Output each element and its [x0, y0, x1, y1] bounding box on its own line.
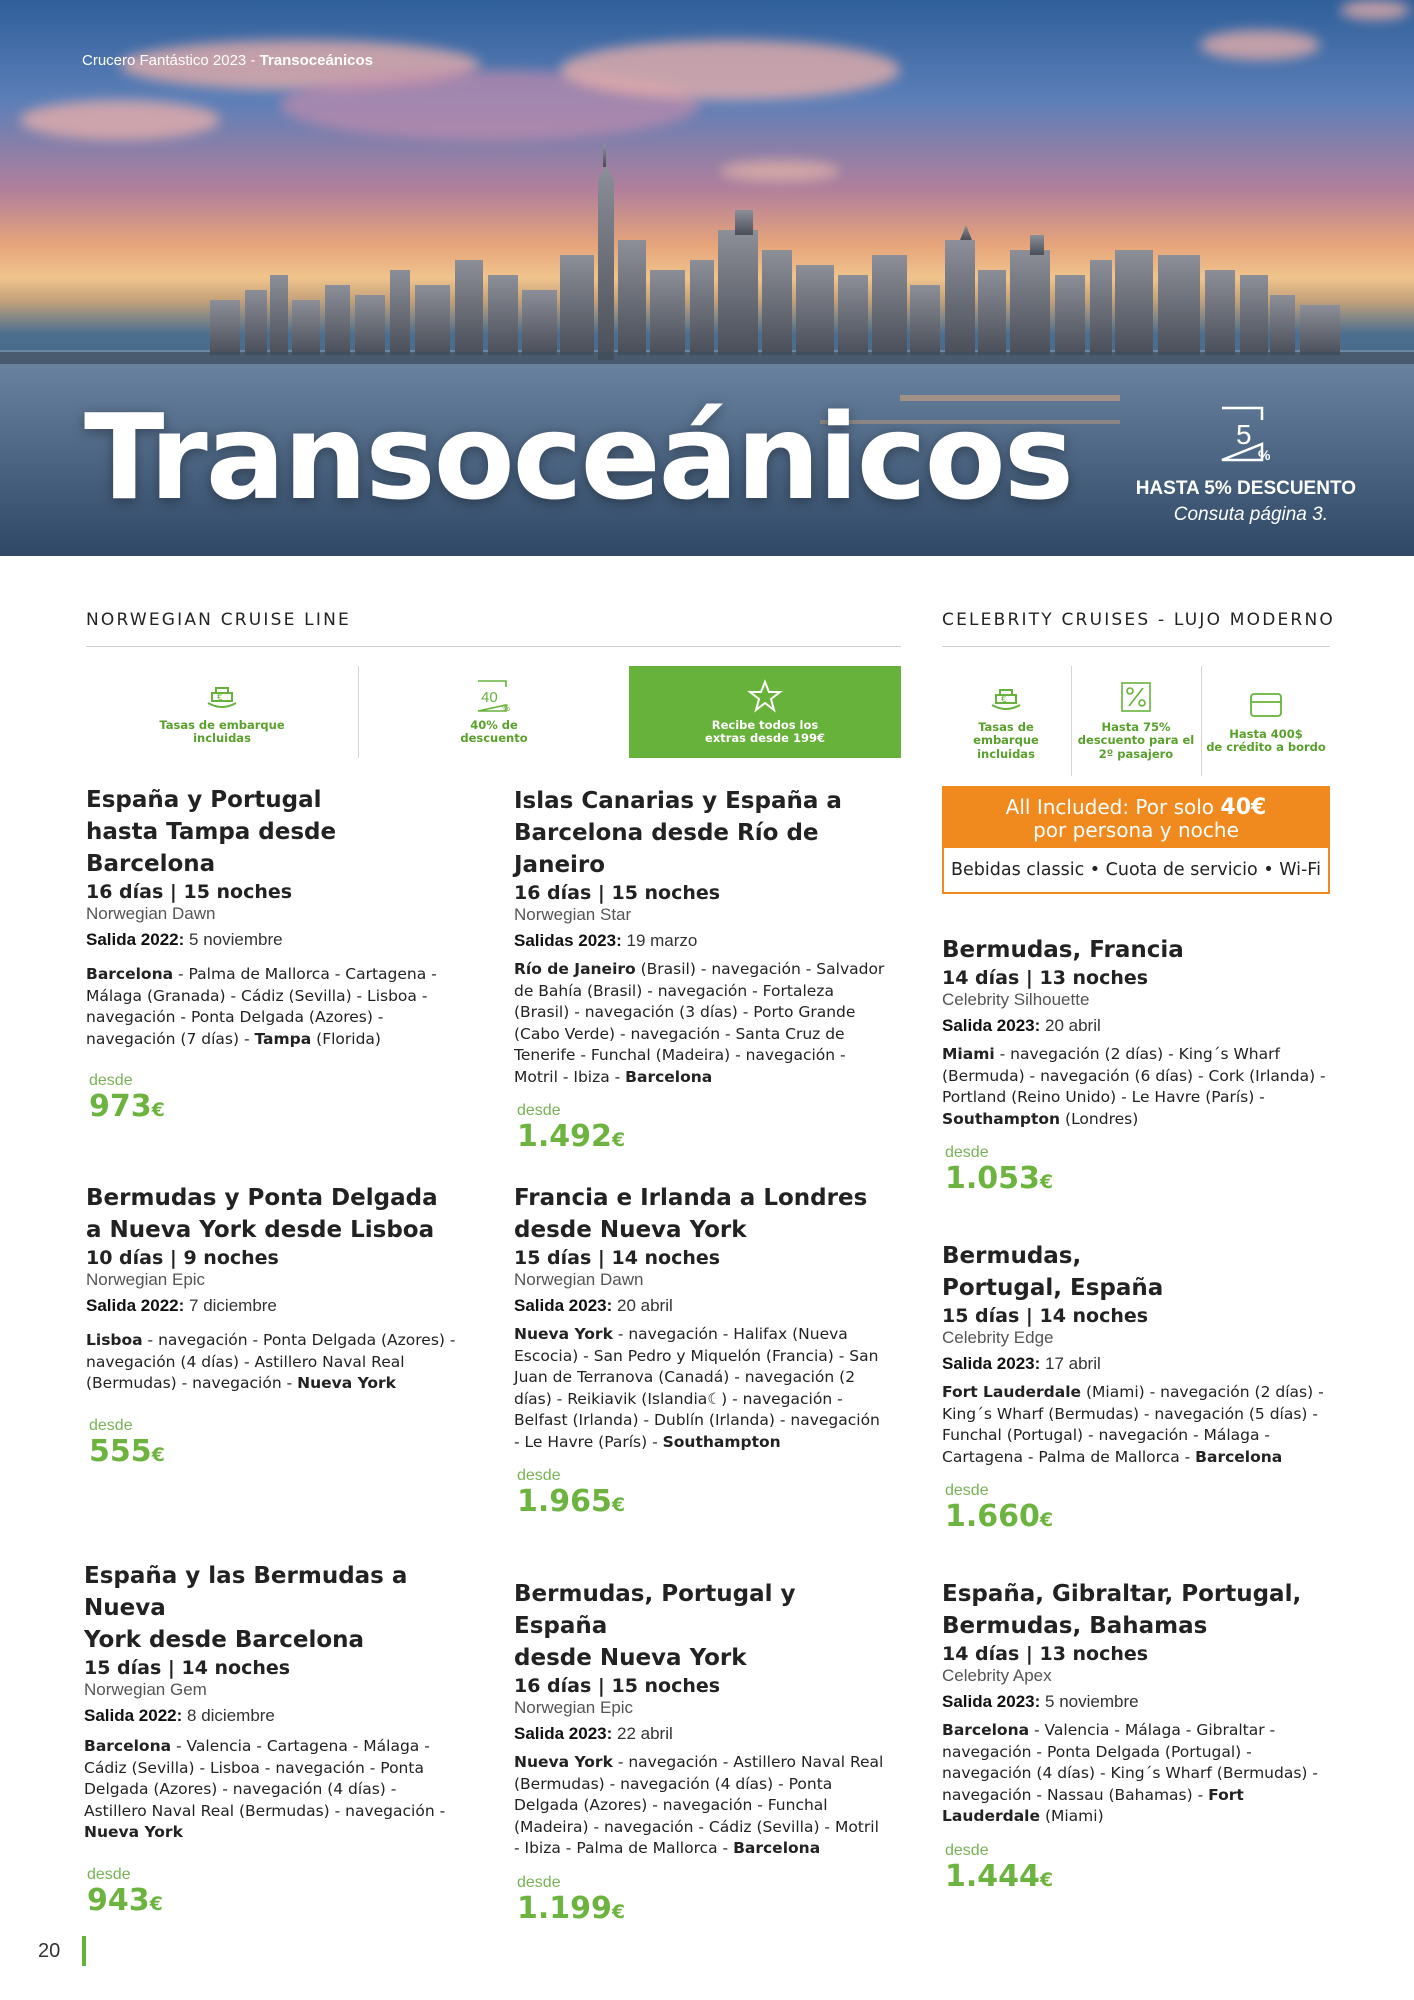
- page-number-bar: [82, 1936, 86, 1966]
- cruise-route: Río de Janeiro (Brasil) - navegación - Salvador de Bahía (Brasil) - navegación - Fortaleza (Brasil) - navegación (3 días) - Porto Grande (Cabo Verde) - navegación - Santa Cruz de Tenerife - Funchal (Madeira) - navegación - Motril - Ibiza - Barcelona: [514, 960, 885, 1086]
- discount-icon-unit: %: [1258, 447, 1271, 463]
- breadcrumb: [82, 52, 373, 69]
- cruise-ship: Norwegian Epic: [514, 1698, 634, 1717]
- price-from-label: desde: [89, 1072, 133, 1089]
- cruise-card[interactable]: [942, 1578, 1332, 1897]
- cruise-ship: Norwegian Epic: [86, 1270, 206, 1289]
- section-heading-ncl: NORWEGIAN CRUISE LINE: [86, 610, 351, 630]
- benefit-label: Recibe todos los extras desde 199€: [705, 717, 825, 745]
- cruise-route: Lisboa - navegación - Ponta Delgada (Azores) - navegación (4 días) - Astillero Naval Real (Bermudas) - navegación - Nueva York: [86, 1331, 456, 1392]
- hero-banner: [0, 0, 1414, 556]
- cruise-ship: Celebrity Silhouette: [942, 990, 1090, 1009]
- cruise-departure: Salida 2023: 20 abril: [942, 1016, 1101, 1035]
- cruise-route: Fort Lauderdale (Miami) - navegación (2 días) - King´s Wharf (Bermudas) - navegación (5 días) - Funchal (Portugal) - navegación - Málaga - Cartagena - Palma de Mallorca - Barcelona: [942, 1383, 1324, 1466]
- cruise-title: Francia e Irlanda a Londres desde Nueva York: [514, 1185, 868, 1243]
- cruise-card[interactable]: [86, 784, 458, 1127]
- breadcrumb-prefix: Crucero Fantástico 2023 -: [82, 52, 260, 69]
- cruise-route: Nueva York - navegación - Halifax (Nueva Escocia) - San Pedro y Miquelón (Francia) - San Juan de Terranova (Canadá) - navegación (2 días) - Reikiavik (Islandia☾) - navegación - Belfast (Irlanda) - Dublín (Irlanda) - navegación - Le Havre (París) - Southampton: [514, 1325, 880, 1451]
- discount-percent-icon: [1218, 404, 1272, 464]
- cruise-route: Barcelona - Palma de Mallorca - Cartagena - Málaga (Granada) - Cádiz (Sevilla) - Lisboa - navegación - Ponta Delgada (Azores) - navegación (7 días) - Tampa (Florida): [86, 965, 437, 1048]
- svg-text:€: €: [217, 692, 223, 703]
- cruise-price: 1.492€: [517, 1119, 626, 1154]
- cruise-ship: Norwegian Gem: [84, 1680, 207, 1699]
- cruise-departure: Salida 2022: 5 noviembre: [86, 930, 283, 949]
- cruise-departure: Salida 2023: 22 abril: [514, 1724, 673, 1743]
- cruise-departure: Salida 2022: 8 diciembre: [84, 1706, 275, 1725]
- cruise-departure: Salidas 2023: 19 marzo: [514, 931, 698, 950]
- cruise-card[interactable]: [514, 785, 886, 1157]
- cruise-price: 1.199€: [517, 1890, 626, 1926]
- cruise-title: España y las Bermudas a Nueva York desde Barcelona: [84, 1563, 408, 1653]
- cruise-price: 1.444€: [945, 1858, 1054, 1894]
- cruise-card[interactable]: [942, 1240, 1332, 1537]
- benefit-label: Hasta 400$ de crédito a bordo: [1206, 726, 1326, 754]
- price-from-label: desde: [89, 1416, 133, 1434]
- cruise-duration: 15 días | 14 noches: [84, 1657, 291, 1679]
- cruise-title: Islas Canarias y España a Barcelona desde Río de Janeiro: [514, 788, 842, 878]
- cruise-price: 943€: [87, 1882, 163, 1918]
- cruise-duration: 15 días | 14 noches: [514, 1247, 721, 1269]
- price-from-label: desde: [945, 1144, 989, 1161]
- cruise-route: Barcelona - Valencia - Málaga - Gibraltar - navegación - Ponta Delgada (Portugal) - navegación (4 días) - King´s Wharf (Bermudas) - navegación - Nassau (Bahamas) - Fort Lauderdale (Miami): [942, 1721, 1318, 1825]
- cruise-duration: 16 días | 15 noches: [514, 1675, 721, 1697]
- benefit-label: Tasas de embarque incluidas: [159, 717, 285, 745]
- cruise-duration: 16 días | 15 noches: [86, 881, 293, 903]
- cruise-ship: Celebrity Apex: [942, 1666, 1052, 1685]
- price-from-label: desde: [945, 1841, 989, 1859]
- benefit-port-fees-included: [86, 666, 358, 758]
- price-from-label: desde: [87, 1865, 131, 1883]
- cruise-ship: Norwegian Star: [514, 905, 632, 924]
- section-divider: [86, 646, 901, 647]
- page-title: Transoceánicos: [84, 388, 1072, 526]
- price-from-label: desde: [517, 1873, 561, 1891]
- cruise-route: Nueva York - navegación - Astillero Naval Real (Bermudas) - navegación (4 días) - Ponta Delgada (Azores) - navegación - Funchal (Madeira) - navegación - Cádiz (Sevilla) - Motril - Ibiza - Palma de Mallorca - Barcelona: [514, 1753, 884, 1857]
- cruise-price: 1.660€: [945, 1499, 1054, 1534]
- all-included-items: Bebidas classic • Cuota de servicio • Wi-Fi: [951, 860, 1321, 880]
- cruise-card[interactable]: [86, 1182, 458, 1472]
- cruise-route: Miami - navegación (2 días) - King´s Wharf (Bermuda) - navegación (6 días) - Cork (Irlanda) - Portland (Reino Unido) - Le Havre (París) - Southampton (Londres): [942, 1045, 1326, 1128]
- benefit-extras-from: [629, 666, 901, 758]
- cruise-duration: 16 días | 15 noches: [514, 882, 721, 904]
- cruise-duration: 15 días | 14 noches: [942, 1305, 1149, 1327]
- cruise-price: 973€: [89, 1089, 165, 1124]
- breadcrumb-current: Transoceánicos: [259, 52, 373, 69]
- all-included-offer: All Included: Por solo 40€ por persona y noche: [944, 788, 1328, 848]
- cruise-card[interactable]: [84, 1560, 456, 1921]
- benefit-second-passenger-discount: [1072, 666, 1200, 776]
- cruise-title: Bermudas y Ponta Delgada a Nueva York desde Lisboa: [86, 1185, 438, 1243]
- section-divider: [942, 646, 1330, 647]
- cruise-duration: 14 días | 13 noches: [942, 967, 1149, 989]
- discount-subtext: Consuta página 3.: [1173, 504, 1328, 525]
- cruise-title: España y Portugal hasta Tampa desde Barcelona: [86, 787, 337, 877]
- ship-euro-icon: [988, 681, 1024, 715]
- benefit-forty-discount: [359, 666, 629, 758]
- cruise-price: 1.965€: [517, 1484, 626, 1519]
- benefit-label: Tasas de embarque incluidas: [973, 720, 1039, 761]
- cruise-route: Barcelona - Valencia - Cartagena - Málaga - Cádiz (Sevilla) - Lisboa - navegación - Ponta Delgada (Azores) - navegación (4 días) - Astillero Naval Real (Bermudas) - navegación - Nueva York: [84, 1737, 446, 1841]
- all-included-banner: [942, 786, 1330, 894]
- benefit-onboard-credit: [1202, 666, 1330, 776]
- cruise-price: 555€: [89, 1433, 165, 1469]
- benefit-label: 40% de descuento: [460, 717, 528, 745]
- cruise-departure: Salida 2023: 20 abril: [514, 1296, 673, 1315]
- ship-euro-icon: [204, 679, 240, 713]
- svg-text:€: €: [1001, 695, 1007, 706]
- cruise-title: España, Gibraltar, Portugal, Bermudas, Bahamas: [942, 1581, 1302, 1639]
- cruise-card[interactable]: [514, 1578, 886, 1929]
- discount-icon-value: 5: [1236, 419, 1252, 450]
- price-from-label: desde: [945, 1482, 989, 1499]
- cruise-departure: Salida 2023: 5 noviembre: [942, 1692, 1139, 1711]
- star-icon: [747, 679, 783, 713]
- cruise-title: Bermudas, Portugal y España desde Nueva York: [514, 1581, 796, 1671]
- benefit-label: Hasta 75% descuento para el 2º pasajero: [1077, 720, 1195, 761]
- cruise-departure: Salida 2022: 7 diciembre: [86, 1296, 277, 1315]
- forty-percent-icon: [476, 679, 512, 713]
- cruise-ship: Celebrity Edge: [942, 1328, 1054, 1347]
- credit-card-icon: [1248, 688, 1284, 722]
- cruise-duration: 14 días | 13 noches: [942, 1643, 1149, 1665]
- benefit-port-fees-included: [942, 666, 1070, 776]
- cruise-title: Bermudas, Portugal, España: [942, 1243, 1164, 1301]
- percent-icon: [1118, 681, 1154, 715]
- discount-headline: HASTA 5% DESCUENTO: [1135, 478, 1356, 499]
- price-from-label: desde: [517, 1102, 561, 1119]
- svg-text:%: %: [502, 702, 511, 713]
- cruise-ship: Norwegian Dawn: [86, 904, 216, 923]
- cruise-price: 1.053€: [945, 1161, 1054, 1196]
- cruise-card[interactable]: [514, 1182, 886, 1522]
- price-from-label: desde: [517, 1467, 561, 1484]
- cruise-card[interactable]: [942, 934, 1332, 1199]
- page-number: 20: [38, 1940, 61, 1962]
- cruise-ship: Norwegian Dawn: [514, 1270, 644, 1289]
- svg-text:40: 40: [481, 688, 498, 706]
- cruise-title: Bermudas, Francia: [942, 937, 1184, 963]
- cruise-departure: Salida 2023: 17 abril: [942, 1354, 1101, 1373]
- section-heading-celebrity: CELEBRITY CRUISES - LUJO MODERNO: [942, 610, 1335, 630]
- cruise-duration: 10 días | 9 noches: [86, 1247, 279, 1269]
